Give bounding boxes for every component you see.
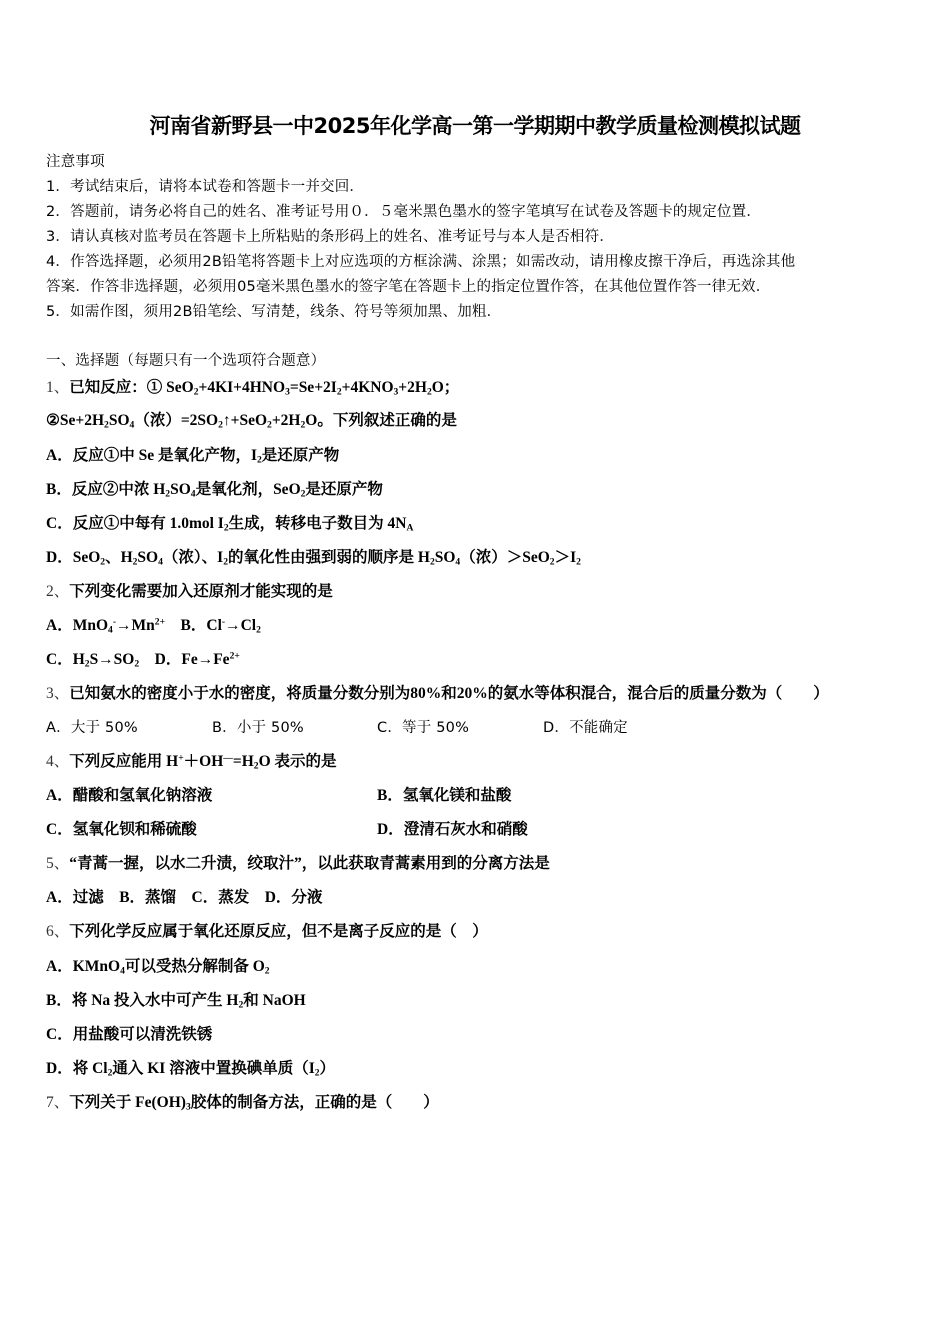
q3-option-b: B．小于 50% — [212, 720, 304, 736]
question-line: C．$H_2S\to SO_2$ D．$Fe\to Fe^{2+}$ — [46, 650, 240, 670]
question-line: D．将 $Cl_2$通入 KI 溶液中置换碘单质$(I_2)$ — [46, 1060, 336, 1079]
question-line: B．将 Na 投入水中可产生 $H_2$和 NaOH — [46, 992, 306, 1011]
question-line: A．$MnO_4^-\to Mn^{2+}$ B．$Cl^-\to Cl_2$ — [46, 616, 261, 636]
question-line: 3、已知氨水的密度小于水的密度，将质量分数分别为80%和20%的氨水等体积混合，混合后的质量分数为（ ） — [46, 685, 829, 702]
question-line: 6、下列化学反应属于氧化还原反应，但不是离子反应的是（ ） — [46, 923, 488, 940]
q4-option-c: C．氢氧化钡和稀硫酸 — [46, 821, 197, 838]
question-line: C．用盐酸可以清洗铁锈 — [46, 1026, 213, 1043]
question-line: 5、“青蒿一握，以水二升渍，绞取汁”，以此获取青蒿素用到的分离方法是 — [46, 855, 550, 872]
question-line: B．反应②中浓 $H_2SO_4$是氧化剂，SeO$_2$是还原产物 — [46, 481, 383, 500]
q4-option-d: D．澄清石灰水和硝酸 — [377, 821, 528, 838]
q4-option-a: A．醋酸和氢氧化钠溶液 — [46, 787, 213, 804]
q3-option-a: A．大于 50% — [46, 720, 138, 736]
notice-item: 2．答题前，请务必将自己的姓名、准考证号用０．５毫米黑色墨水的签字笔填写在试卷及答题卡的规定位置． — [46, 204, 762, 220]
notice-heading: 注意事项 — [46, 154, 105, 170]
notice-item: 1．考试结束后，请将本试卷和答题卡一并交回． — [46, 179, 365, 195]
question-line: 2、下列变化需要加入还原剂才能实现的是 — [46, 583, 333, 600]
question-line: $②Se+2H_2SO_4$（浓）$=2SO_2↑+SeO_2+2H_2O$。下列叙述正确的是 — [46, 412, 457, 431]
notice-item: 4．作答选择题，必须用2B铅笔将答题卡上对应选项的方框涂满、涂黑；如需改动，请用橡皮擦干净后，再选涂其他 — [46, 254, 796, 270]
question-line: A．KMnO$_4$可以受热分解制备 $O_2$ — [46, 958, 270, 977]
question-line: A．过滤 B．蒸馏 C．蒸发 D．分液 — [46, 889, 323, 906]
notice-item: 5．如需作图，须用2B铅笔绘、写清楚，线条、符号等须加黑、加粗． — [46, 304, 502, 320]
question-line: A．反应①中 Se 是氧化产物，$I_2$是还原产物 — [46, 447, 340, 466]
section-heading: 一、选择题（每题只有一个选项符合题意） — [46, 353, 326, 369]
q3-option-d: D．不能确定 — [543, 720, 628, 736]
q3-option-c: C．等于 50% — [377, 720, 470, 736]
notice-item: 3．请认真核对监考员在答题卡上所粘贴的条形码上的姓名、准考证号与本人是否相符． — [46, 229, 615, 245]
question-line: 7、下列关于 $Fe(OH)_3$胶体的制备方法，正确的是（ ） — [46, 1094, 439, 1113]
question-line: C．反应①中每有 1.0mol $I_2$生成，转移电子数目为 $4N_A$ — [46, 515, 414, 534]
question-line: 4、下列反应能用 $H^++OH^—=H_2O$ 表示的是 — [46, 752, 337, 772]
q4-option-b: B．氢氧化镁和盐酸 — [377, 787, 512, 804]
notice-item: 答案．作答非选择题，必须用05毫米黑色墨水的签字笔在答题卡上的指定位置作答，在其他位置作答一律无效． — [46, 279, 771, 295]
question-line: 1、已知反应：① $SeO_2+4KI+4HNO_3=Se+2I_2+4KNO_3+2H_2O$； — [46, 379, 460, 398]
page-title: 河南省新野县一中2025年化学高一第一学期期中教学质量检测模拟试题 — [149, 114, 801, 138]
question-line: D．SeO$_2$、$H_2SO_4$（浓）、$I_2$的氧化性由强到弱的顺序是 $H_2SO_4$（浓）$>SeO_2>I_2$ — [46, 549, 581, 568]
